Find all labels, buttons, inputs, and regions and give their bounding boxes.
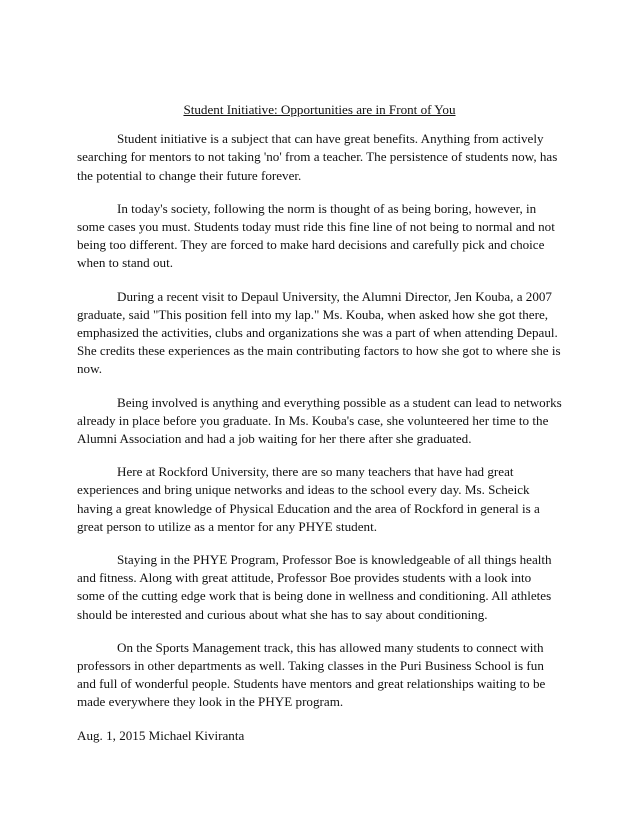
paragraph-1: Student initiative is a subject that can have great benefits. Anything from actively searching for mentors to not taking 'no' from a teacher. The persistence of students now, has the potential to change their future forever. — [77, 131, 558, 183]
document-title: Student Initiative: Opportunities are in Front of You — [183, 102, 456, 117]
paragraph-5: Here at Rockford University, there are so many teachers that have had great experiences and bring unique networks and ideas to the school every day. Ms. Scheick having a great knowledge of Physical Education and the area of Rockford in general is a great person to utilize as a mentor for any PHYE student. — [77, 464, 540, 534]
paragraph-2: In today's society, following the norm is thought of as being boring, however, in some cases you must. Students today must ride this fine line of not being to normal and not being too different. They are forced to make hard decisions and carefully pick and choice when to stand out. — [77, 200, 555, 271]
paragraph-6: Staying in the PHYE Program, Professor Boe is knowledgeable of all things health and fitness. Along with great attitude, Professor Boe provides students with a look into some of the cutting edge work that is being done in wellness and conditioning. All athletes should be interested and curious about what she has to say about conditioning. — [77, 552, 552, 622]
document-body — [77, 101, 562, 745]
signature-line: Aug. 1, 2015 Michael Kiviranta — [77, 727, 245, 743]
paragraph-4: Being involved is anything and everything possible as a student can lead to networks already in place before you graduate. In Ms. Kouba's case, she volunteered her time to the Alumni Association and had a job waiting for her there after she graduated. — [77, 394, 562, 447]
paragraph-7: On the Sports Management track, this has allowed many students to connect with professors in other departments as well. Taking classes in the Puri Business School is fun and full of wonderful people. Students have mentors and great relationships waiting to be made everywhere they look in the PHYE program. — [77, 639, 546, 710]
paragraph-3: During a recent visit to Depaul University, the Alumni Director, Jen Kouba, a 2007 graduate, said "This position fell into my lap." Ms. Kouba, when asked how she got there, emphasized the activities, clubs and organizations she was a part of when attending Depaul. She credits these experiences as the main contributing factors to how she got to where she is now. — [77, 288, 561, 377]
